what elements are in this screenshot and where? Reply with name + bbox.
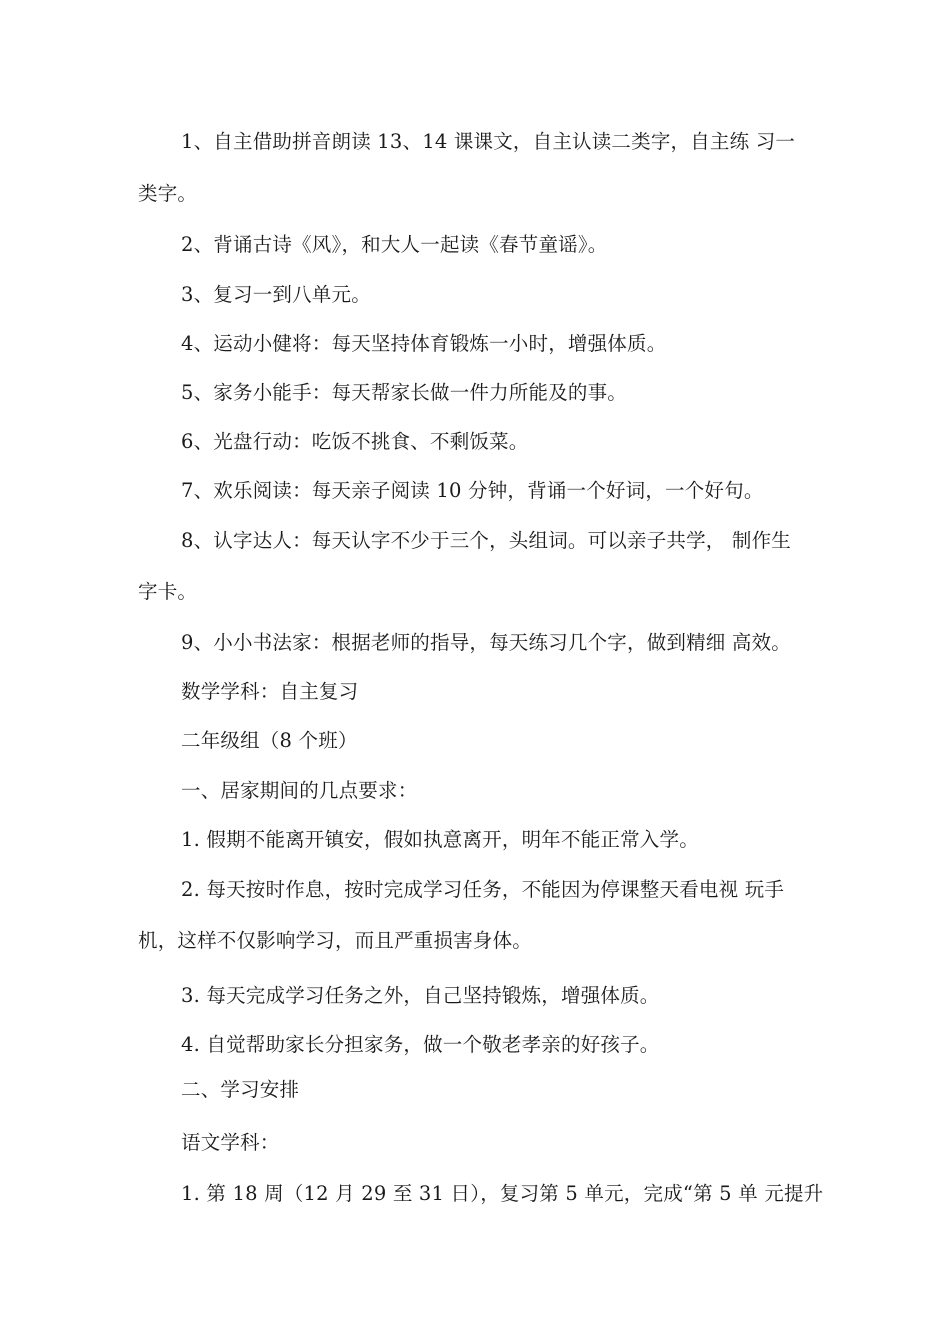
task-1-line-1: 1、自主借助拼音朗读 13、14 课课文，自主认读二类字，自主练 习一 <box>181 130 796 153</box>
task-8-line-2: 字卡。 <box>138 580 198 603</box>
section-one-heading: 一、居家期间的几点要求： <box>181 779 418 802</box>
math-subject-heading: 数学学科：自主复习 <box>181 680 359 703</box>
task-3: 3、复习一到八单元。 <box>181 283 371 306</box>
task-8-line-1: 8、认字达人：每天认字不少于三个，头组词。可以亲子共学， 制作生 <box>181 529 792 552</box>
task-5: 5、家务小能手：每天帮家长做一件力所能及的事。 <box>181 381 628 404</box>
task-9: 9、小小书法家：根据老师的指导，每天练习几个字，做到精细 高效。 <box>181 631 792 654</box>
task-4: 4、运动小健将：每天坚持体育锻炼一小时，增强体质。 <box>181 332 667 355</box>
chinese-subject-heading: 语文学科： <box>181 1131 280 1154</box>
week-18-plan: 1. 第 18 周（12 月 29 至 31 日），复习第 5 单元，完成“第 5 单 元提升 <box>181 1182 824 1205</box>
requirement-2-line-2: 机，这样不仅影响学习，而且严重损害身体。 <box>138 929 533 952</box>
requirement-3: 3. 每天完成学习任务之外，自己坚持锻炼，增强体质。 <box>181 984 660 1007</box>
grade-two-heading: 二年级组（8 个班） <box>181 729 358 752</box>
requirement-4: 4. 自觉帮助家长分担家务，做一个敬老孝亲的好孩子。 <box>181 1033 660 1056</box>
task-6: 6、光盘行动：吃饭不挑食、不剩饭菜。 <box>181 430 529 453</box>
task-1-line-2: 类字。 <box>138 182 198 205</box>
requirement-1: 1. 假期不能离开镇安，假如执意离开，明年不能正常入学。 <box>181 828 699 851</box>
task-2: 2、背诵古诗《风》，和大人一起读《春节童谣》。 <box>181 233 608 256</box>
task-7: 7、欢乐阅读：每天亲子阅读 10 分钟，背诵一个好词，一个好句。 <box>181 479 764 502</box>
requirement-2-line-1: 2. 每天按时作息，按时完成学习任务，不能因为停课整天看电视 玩手 <box>181 878 785 901</box>
section-two-heading: 二、学习安排 <box>181 1078 300 1101</box>
